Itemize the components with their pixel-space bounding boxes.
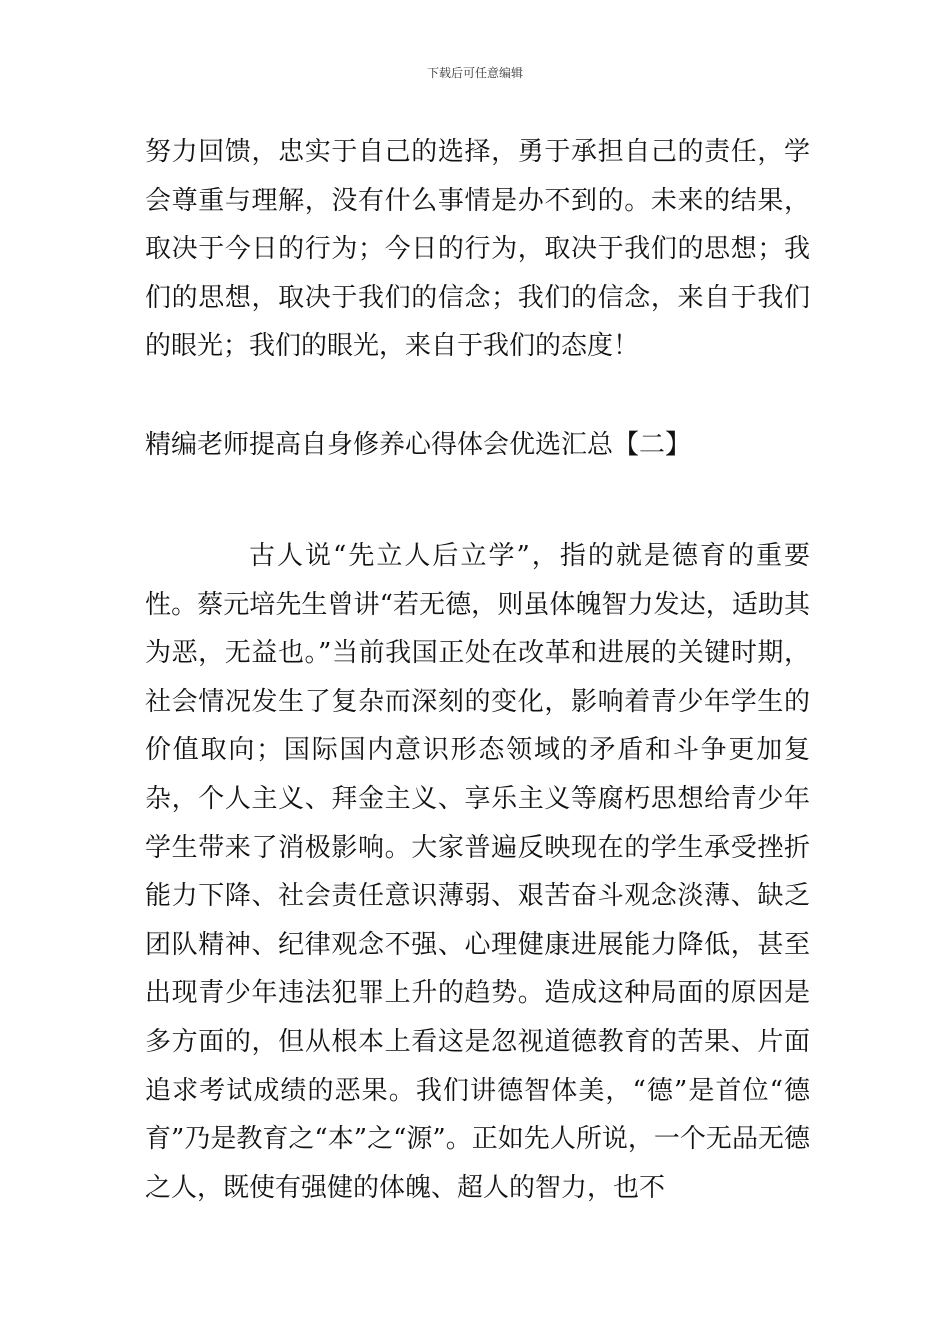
section-title: 精编老师提高自身修养心得体会优选汇总【二】 (145, 429, 692, 460)
page-header-note: 下载后可任意编辑 (426, 66, 523, 80)
paragraph-moral-education: 古人说“先立人后立学”，指的就是德育的重要性。蔡元培先生曾讲“若无德，则虽体魄智力发达，适助其为恶，无益也。”当前我国正处在改革和进展的关键时期，社会情况发生了复杂而深刻的变化，影响着青少年学生的价值取向；国际国内意识形态领域的矛盾和斗争更加复杂，个人主义、拜金主义、享乐主义等腐朽思想给青少年学生带来了消极影响。大家普遍反映现在的学生承受挫折能力下降、社会责任意识薄弱、艰苦奋斗观念淡薄、缺乏团队精神、纪律观念不强、心理健康进展能力降低，甚至出现青少年违法犯罪上升的趋势。造成这种局面的原因是多方面的，但从根本上看这是忽视道德教育的苦果、片面追求考试成绩的恶果。我们讲德智体美，“德”是首位“德育”乃是教育之“本”之“源”。正如先人所说，一个无品无德之人，既使有强健的体魄、超人的智力，也不 (145, 540, 810, 1203)
document-body (145, 128, 810, 1212)
paragraph-continued: 努力回馈，忠实于自己的选择，勇于承担自己的责任，学会尊重与理解，没有什么事情是办不到的。未来的结果，取决于今日的行为；今日的行为，取决于我们的思想；我们的思想，取决于我们的信念；我们的信念，来自于我们的眼光；我们的眼光，来自于我们的态度！ (145, 137, 810, 362)
